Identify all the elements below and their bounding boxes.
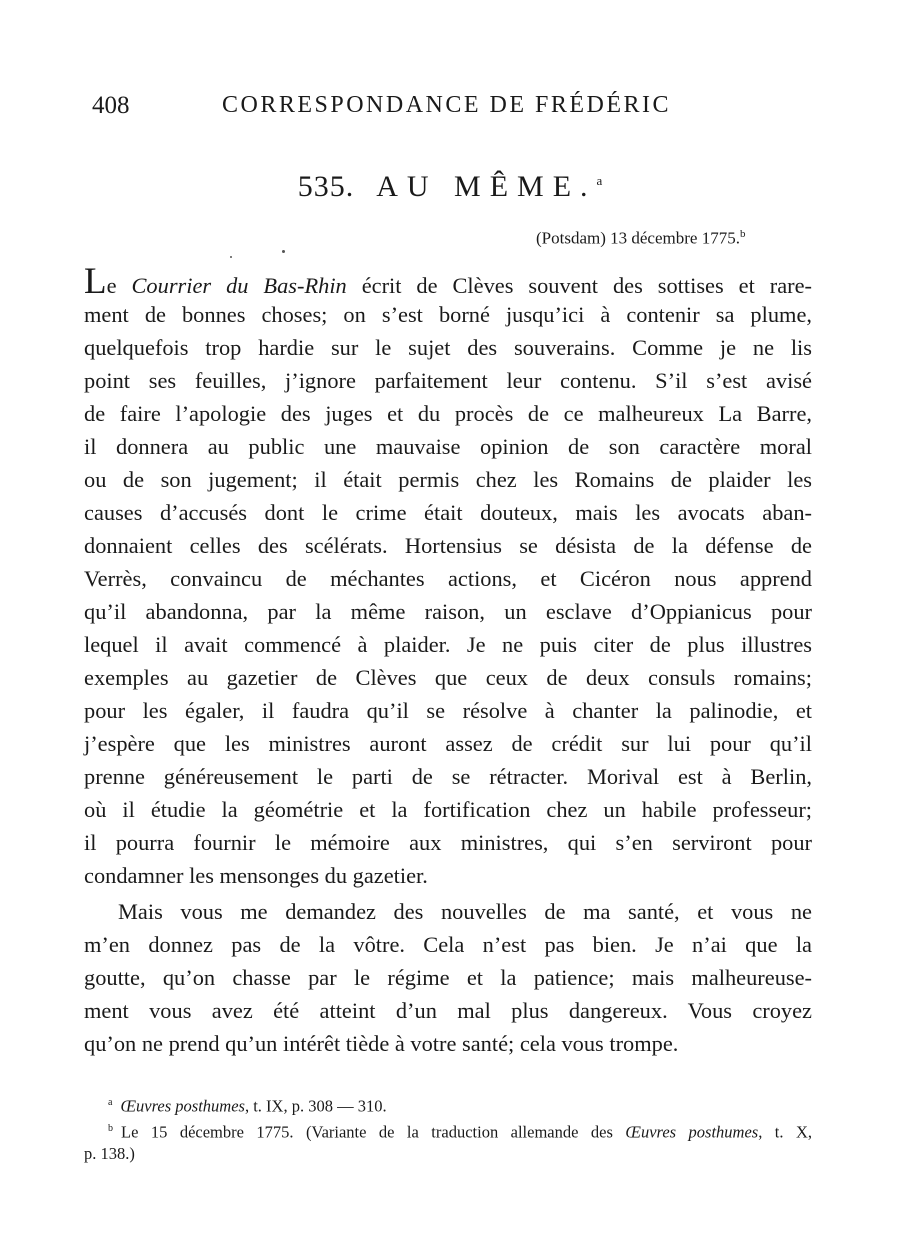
- newspaper-title: Courrier du Bas-Rhin: [131, 273, 347, 298]
- body-line: ou de son jugement; il était permis chez les Romains de plaider les: [84, 467, 812, 492]
- footnote-b-line-2: p. 138.): [84, 1144, 135, 1163]
- letter-heading: [0, 170, 900, 204]
- footnote-a-text: , t. IX, p. 308 — 310.: [244, 1096, 387, 1116]
- body-line: condamner les mensonges du gazetier.: [84, 863, 428, 888]
- body-line: causes d’accusés dont le crime était douteux, mais les avocats aban-: [84, 500, 812, 525]
- body-line: lequel il avait commencé à plaider. Je ne puis citer de plus illustres: [84, 632, 812, 657]
- body-line-rest: écrit de Clèves souvent des sottises et rare-: [346, 273, 812, 298]
- body-line: Mais vous me demandez des nouvelles de ma santé, et vous ne: [118, 899, 812, 924]
- letter-body: [84, 261, 812, 1060]
- dateline-footnote-marker: b: [739, 228, 746, 240]
- body-line: donnaient celles des scélérats. Hortensius se désista de la défense de: [84, 533, 812, 558]
- body-line: qu’il abandonna, par la même raison, un esclave d’Oppianicus pour: [84, 599, 812, 624]
- footnote-b-marker: b: [108, 1122, 113, 1134]
- footnote-b-text: Le 15 décembre 1775. (Variante de la traduction allemande des: [121, 1122, 626, 1141]
- body-line: point ses feuilles, j’ignore parfaitement leur contenu. S’il s’est avisé: [84, 368, 812, 393]
- body-line: exemples au gazetier de Clèves que ceux de deux consuls romains;: [84, 665, 812, 690]
- footnote-a-work-title: Œuvres posthumes: [120, 1096, 245, 1116]
- footnotes: [84, 1092, 812, 1165]
- body-line: il donnera au public une mauvaise opinion de son caractère moral: [84, 434, 812, 459]
- body-line: prenne généreusement le parti de se rétracter. Morival est à Berlin,: [84, 764, 812, 789]
- body-line: ment vous avez été atteint d’un mal plus dangereux. Vous croyez: [84, 998, 812, 1023]
- footnote-b-work-title: Œuvres posthumes: [625, 1122, 759, 1141]
- letter-number: 535.: [297, 170, 355, 203]
- body-line: Verrès, convaincu de méchantes actions, et Cicéron nous apprend: [84, 566, 812, 591]
- body-line: m’en donnez pas de la vôtre. Cela n’est pas bien. Je n’ai que la: [84, 932, 812, 957]
- drop-cap: L: [84, 261, 107, 302]
- body-line: quelquefois trop hardie sur le sujet des souverains. Comme je ne lis: [84, 335, 812, 360]
- body-line: pour les égaler, il faudra qu’il se résolve à chanter la palinodie, et: [84, 698, 812, 723]
- body-line: qu’on ne prend qu’un intérêt tiède à votre santé; cela vous trompe.: [84, 1031, 679, 1056]
- body-line: [84, 261, 812, 302]
- body-line: goutte, qu’on chasse par le régime et la patience; mais malheureuse-: [84, 965, 812, 990]
- paragraph-2: [84, 895, 812, 1060]
- footnote-b: [84, 1118, 812, 1144]
- letter-title: AU MÊME.: [376, 170, 597, 203]
- footnote-a: [84, 1092, 812, 1118]
- speck-2: [230, 256, 232, 258]
- page-number: 408: [92, 92, 130, 119]
- paragraph-1: [84, 261, 812, 892]
- dateline: [536, 228, 745, 249]
- title-footnote-marker: a: [596, 173, 603, 188]
- body-line: où il étudie la géométrie et la fortification chez un habile professeur;: [84, 797, 812, 822]
- footnote-a-marker: a: [108, 1097, 113, 1108]
- body-line: il pourra fournir le mémoire aux ministres, qui s’en serviront pour: [84, 830, 812, 855]
- body-line-lead: e: [106, 273, 132, 298]
- body-line: ment de bonnes choses; on s’est borné jusqu’ici à contenir sa plume,: [84, 302, 812, 327]
- speck-1: [282, 250, 285, 253]
- body-line: j’espère que les ministres auront assez de crédit sur lui pour qu’il: [84, 731, 812, 756]
- body-line: de faire l’apologie des juges et du procès de ce malheureux La Barre,: [84, 401, 812, 426]
- dateline-text: (Potsdam) 13 décembre 1775.: [536, 228, 740, 248]
- running-head: CORRESPONDANCE DE FRÉDÉRIC: [222, 92, 672, 118]
- footnote-b-rest: , t. X,: [758, 1122, 812, 1141]
